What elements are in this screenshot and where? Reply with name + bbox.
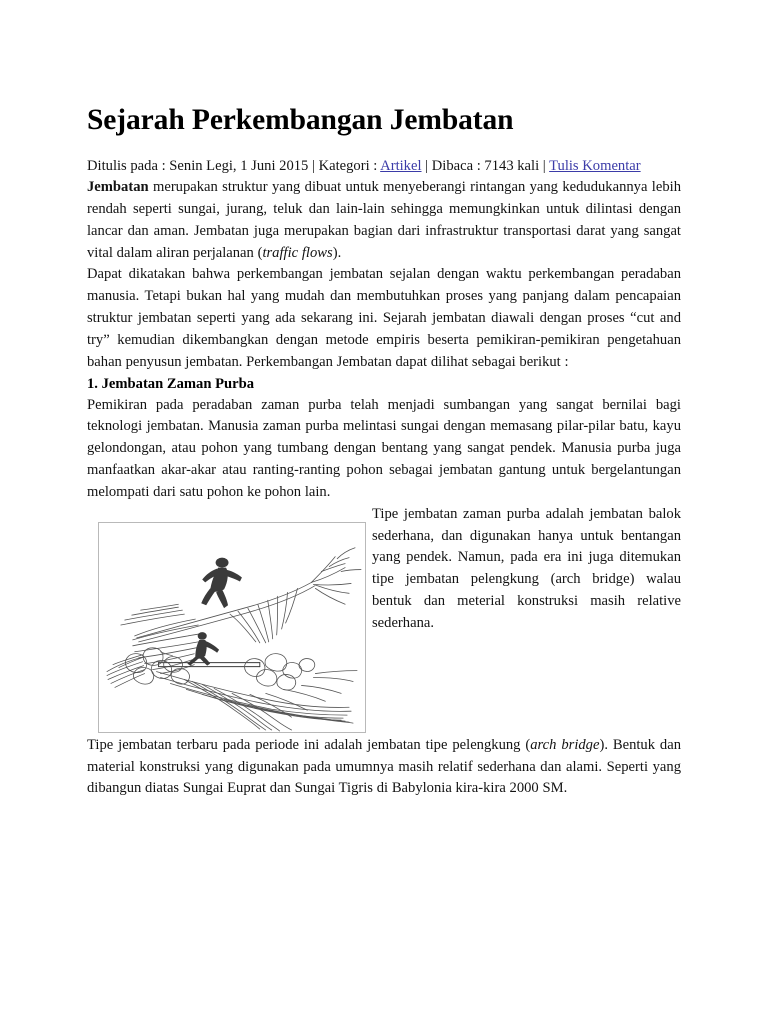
write-comment-link[interactable]: Tulis Komentar	[549, 158, 641, 175]
illustration-ancient-bridges	[98, 522, 366, 733]
meta-read-label: Dibaca :	[431, 158, 485, 175]
illustration-drawing	[99, 523, 365, 732]
last-text-b: ). Bentuk dan material konstruksi yang digunakan pada umumnya masih relatif sederhana dan alami. Seperti yang dibangun diatas Sungai Euprat dan Sungai Tigris di Babylonia kira-kira 2000 SM.	[87, 736, 682, 797]
paragraph-wrapped-ancient-type: Tipe jembatan zaman purba adalah jembatan balok sederhana, dan digunakan hanya untuk bentangan yang pendek. Namun, pada era ini juga ditemukan tipe jembatan pelengkung (arch bridge) walau bentuk dan meterial konstruksi masih relative sederhana.	[372, 505, 681, 631]
paragraph-ancient-thought: Pemikiran pada peradaban zaman purba telah menjadi sumbangan yang sangat bernilai bagi teknologi jembatan. Manusia zaman purba melintasi sungai dengan memasang pilar-pilar batu, kayu gelondongan, atau pohon yang tumbang dengan bentang yang sangat pendek. Manusia purba juga manfaatkan akar-akar atau ranting-ranting pohon sebagai jembatan gantung untuk bergelantungan melompati dari satu pohon ke pohon lain.	[87, 396, 681, 500]
meta-read-count: 7143 kali	[484, 158, 540, 175]
meta-separator-2: |	[421, 158, 432, 175]
meta-category-label: Kategori :	[318, 158, 381, 175]
meta-separator-3: |	[539, 158, 550, 175]
paragraph-history: Dapat dikatakan bahwa perkembangan jembatan sejalan dengan waktu perkembangan peradaban manusia. Tetapi bukan hal yang mudah dan membutuhkan proses yang panjang dalam pencapaian struktur jembatan seperti yang ada sekarang ini. Sejarah jembatan diawali dengan proses “cut and try” kemudian dikembangkan dengan metode empiris beserta pemikiran-pemikiran pengetahuan bahan penyusun jembatan. Perkembangan Jembatan dapat dilihat sebagai berikut :	[87, 266, 681, 370]
last-italic-term: arch bridge	[530, 736, 600, 753]
meta-written-value: Senin Legi, 1 Juni 2015	[169, 158, 309, 175]
intro-italic-term: traffic flows	[262, 244, 333, 261]
category-link[interactable]: Artikel	[380, 158, 422, 175]
last-text-a: Tipe jembatan terbaru pada periode ini adalah jembatan tipe pelengkung (	[87, 736, 531, 753]
meta-separator-1: |	[308, 158, 319, 175]
paragraph-arch-bridge	[87, 735, 681, 800]
paragraph-intro	[87, 177, 681, 264]
intro-lead-word: Jembatan	[87, 179, 149, 196]
section-heading-ancient: 1. Jembatan Zaman Purba	[87, 375, 255, 392]
document-content	[87, 104, 681, 800]
article-metadata	[87, 156, 681, 177]
page-title: Sejarah Perkembangan Jembatan	[87, 104, 514, 136]
meta-written-label: Ditulis pada :	[87, 158, 170, 175]
intro-body-text: merupakan struktur yang dibuat untuk menyeberangi rintangan yang kedudukannya lebih rendah seperti sungai, jurang, teluk dan lain-lain sehingga memungkinkan untuk dilintasi dengan lancar dan aman. Jembatan juga merupakan bagian dari infrastruktur transportasi darat yang sangat vital dalam aliran perjalanan (	[87, 179, 681, 261]
intro-tail-text: ).	[332, 244, 342, 261]
